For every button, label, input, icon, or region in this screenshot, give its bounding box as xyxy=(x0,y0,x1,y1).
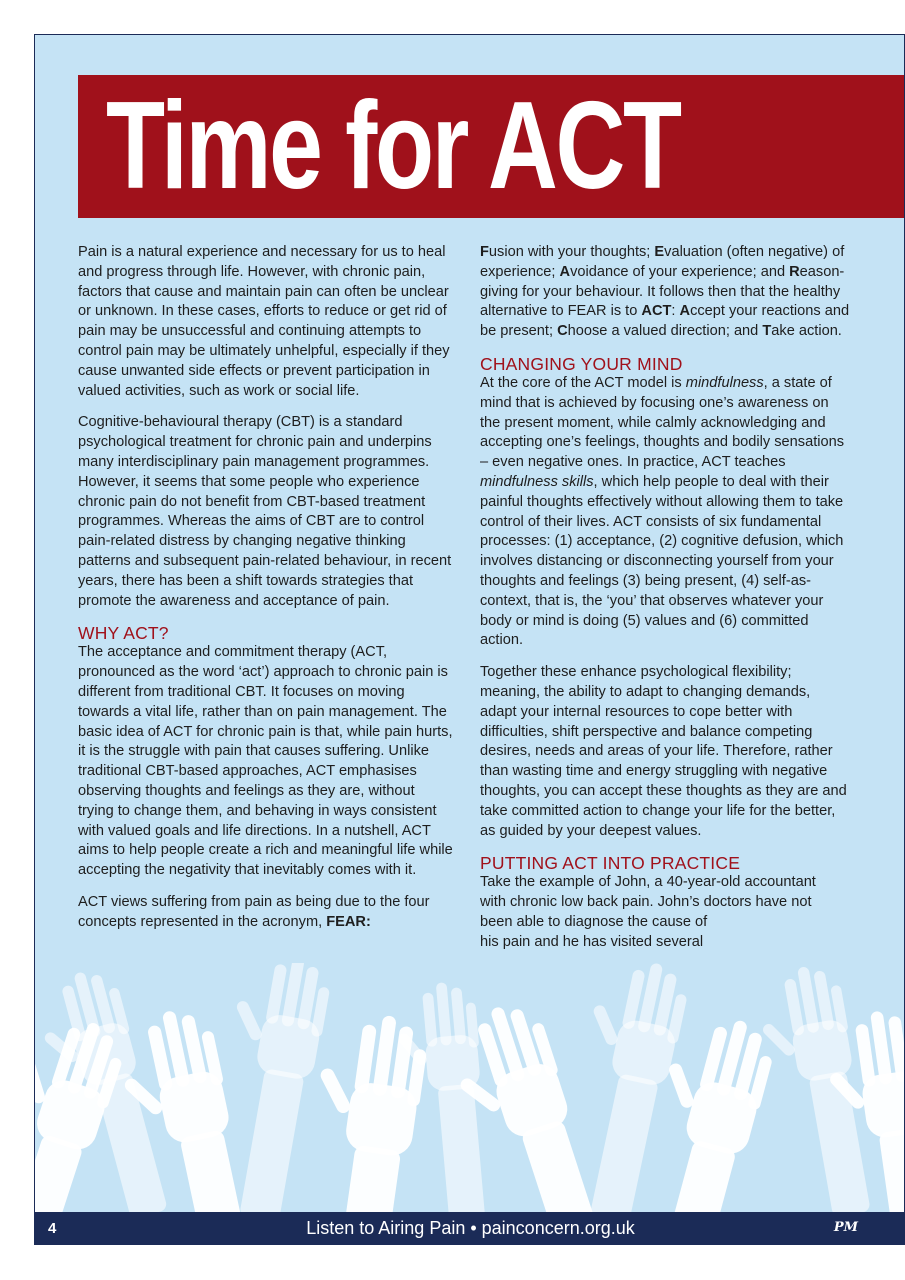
changing-mind-paragraph-2: Together these enhance psychological flexibility; meaning, the ability to adapt to changing demands, adapt your internal resources to cope better with difficulties, shift perspective and balance competing desires, needs and areas of your life. Therefore, rather than wasting time and energy struggling with negative thoughts, you can accept these thoughts as they are and take committed action to change your life for the better, as guided by your deepest values. xyxy=(480,664,847,839)
right-column xyxy=(480,243,850,965)
practice-paragraph xyxy=(480,873,850,952)
footer-link-text[interactable]: Listen to Airing Pain • painconcern.org.uk xyxy=(306,1218,635,1238)
putting-act-into-practice-heading: PUTTING ACT INTO PRACTICE xyxy=(480,853,741,874)
practice-line: Take the example of John, a 40-year-old accountant xyxy=(480,874,816,891)
act-text-c: hoose a valued direction; and xyxy=(567,323,763,340)
fear-text-r: eason-giving for your behaviour. It follows then that the healthy alternative to FEAR is to xyxy=(480,263,845,320)
left-column xyxy=(78,243,454,945)
title-banner xyxy=(78,75,905,218)
act-word: ACT xyxy=(641,303,672,320)
fear-letter-r: R xyxy=(789,263,800,280)
fear-letter-f: F xyxy=(480,244,489,260)
magazine-page xyxy=(34,34,905,1245)
raised-hands-illustration xyxy=(35,963,905,1213)
footer-bar xyxy=(35,1212,905,1245)
fear-text-a: voidance of your experience; and xyxy=(570,263,790,280)
mind-text-a: At the core of the ACT model is xyxy=(480,374,686,391)
mind-text-b: , a state of mind that is achieved by focusing one’s awareness on the present moment, while calmly acknowledging and accepting one’s feelings, thoughts and bodily sensations – even negative ones. In practice, ACT teaches xyxy=(480,374,845,471)
mindfulness-term: mindfulness xyxy=(685,374,764,391)
page-title: Time for ACT xyxy=(106,77,680,215)
page-number: 4 xyxy=(48,1220,57,1237)
mind-text-c: , which help people to deal with their painful thoughts effectively without allowing them to take control of their lives. ACT consists of six fundamental processes: (1) acceptance, (2) cognitive defusion, which involves distancing or disconnecting yourself from your thoughts and feelings (3) being present, (4) self-as-context, that is, the ‘you’ that observes whatever your body or mind is doing (5) values and (6) committed action. xyxy=(480,473,844,649)
why-act-heading: WHY ACT? xyxy=(78,623,169,644)
act-text-t: ake action. xyxy=(771,323,842,340)
fear-letter-e: E xyxy=(654,244,665,260)
fear-acronym: FEAR: xyxy=(326,913,371,930)
why-act-paragraph-2 xyxy=(78,893,454,933)
practice-line: with chronic low back pain. John’s doctors have not xyxy=(480,894,812,911)
act-text-a: ccept your reactions and be present; xyxy=(480,303,850,340)
act-letter-c: C xyxy=(557,323,568,340)
pm-logo: PM xyxy=(833,1220,858,1235)
fear-intro-text: ACT views suffering from pain as being due to the four concepts represented in the acronym, xyxy=(78,893,430,930)
practice-line: his pain and he has visited several xyxy=(480,933,704,950)
intro-paragraph-2: Cognitive-behavioural therapy (CBT) is a standard psychological treatment for chronic pain and underpins many interdisciplinary pain management programmes. However, it seems that some people who experience chronic pain do not benefit from CBT-based treatment programmes. Whereas the aims of CBT are to control pain-related distress by changing negative thinking patterns and subsequent pain-related behaviour, in recent years, there has been a shift towards strategies that promote the awareness and acceptance of pain. xyxy=(78,414,452,609)
practice-line: been able to diagnose the cause of xyxy=(480,913,708,930)
changing-mind-paragraph-1 xyxy=(480,374,850,651)
fear-text-e: valuation (often negative) of experience; xyxy=(480,244,845,280)
mindfulness-skills-term: mindfulness skills xyxy=(480,473,594,490)
why-act-paragraph-1: The acceptance and commitment therapy (ACT, pronounced as the word ‘act’) approach to chronic pain is different from traditional CBT. It focuses on moving towards a vital life, rather than on pain management. The basic idea of ACT for chronic pain is that, while pain hurts, it is the struggle with pain that causes suffering. Unlike traditional CBT-based approaches, ACT emphasises observing thoughts and feelings as they are, without trying to change them, and behaving in ways consistent with valued goals and life directions. In a nutshell, ACT aims to help people create a rich and meaningful life while accepting the negativity that inevitably comes with it. xyxy=(78,644,453,879)
intro-paragraph-1: Pain is a natural experience and necessary for us to heal and progress through life. However, with chronic pain, factors that cause and maintain pain can often be unclear or unknown. In these cases, efforts to reduce or get rid of pain may be unsuccessful and continuing attempts to control pain may be ultimately unhelpful, especially if they cause unwanted side effects or prevent participation in valued activities, such as work or social life. xyxy=(78,244,450,399)
fear-letter-a: A xyxy=(559,263,571,280)
changing-your-mind-heading: CHANGING YOUR MIND xyxy=(480,353,683,374)
act-letter-t: T xyxy=(762,323,772,340)
act-letter-a: A xyxy=(679,303,691,320)
fear-text-f: usion with your thoughts; xyxy=(488,244,655,260)
fear-act-paragraph xyxy=(480,243,850,342)
act-colon: : xyxy=(671,303,680,320)
